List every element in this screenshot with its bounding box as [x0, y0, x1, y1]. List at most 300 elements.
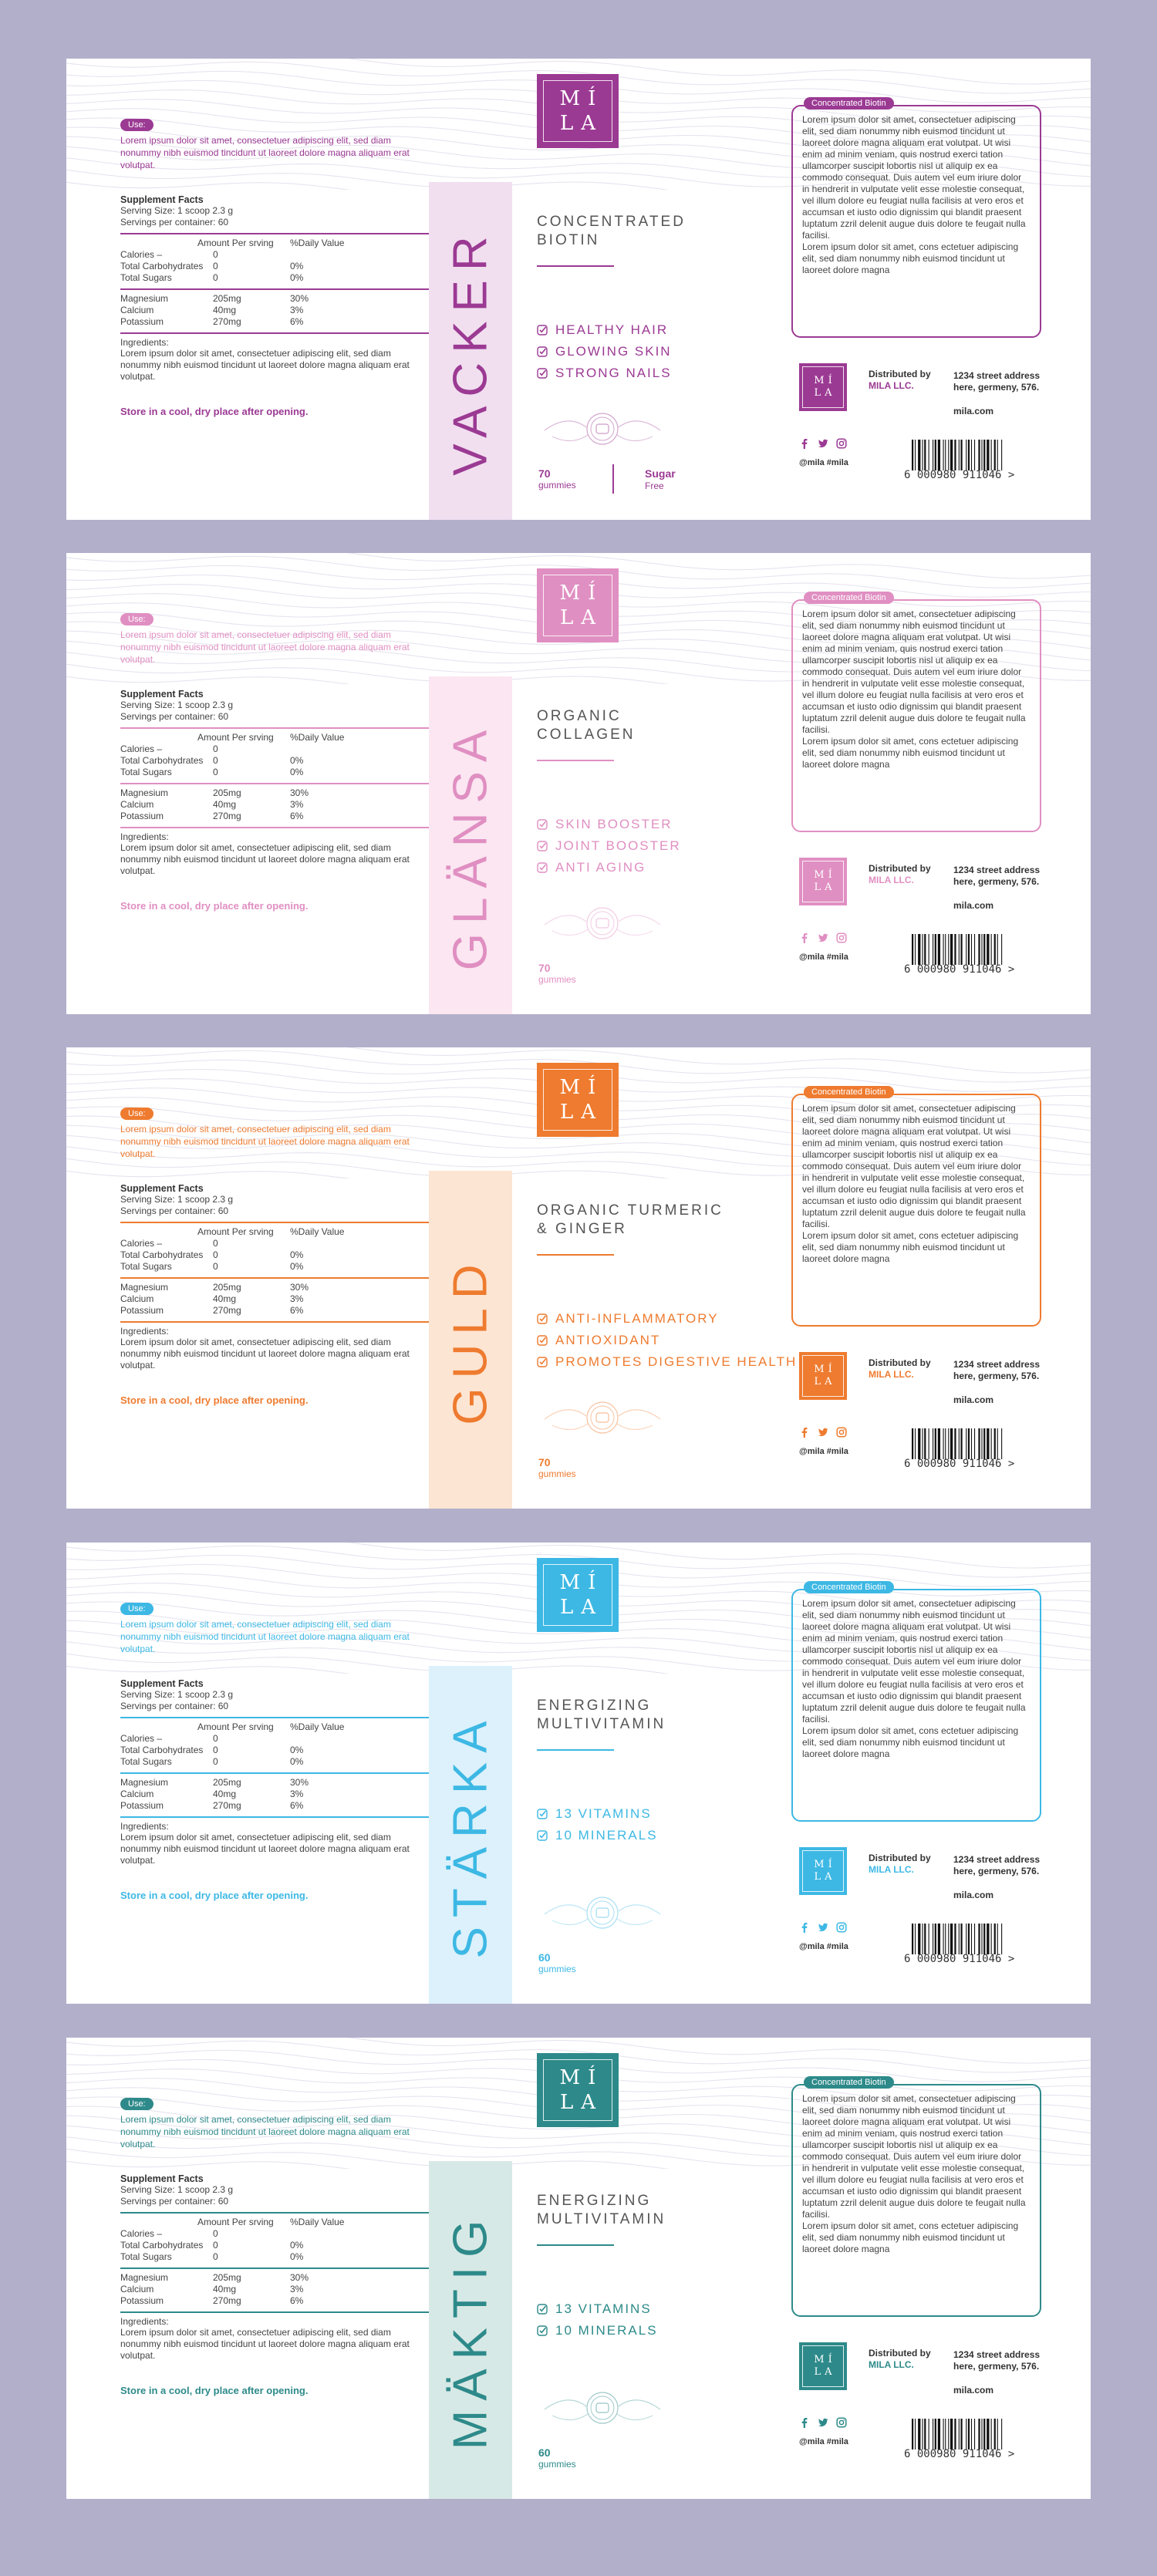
gummy-emblem-icon — [537, 900, 668, 946]
product-name — [429, 676, 512, 1014]
product-title — [537, 2192, 791, 2229]
nutrient-dv: 0% — [290, 272, 304, 283]
nutrient-dv: 0% — [290, 1745, 304, 1755]
use-tag: Use: — [120, 1603, 153, 1615]
benefit-item — [537, 341, 672, 362]
nutrient-amount: 40mg — [213, 1789, 237, 1799]
logo-line-1: MÍ — [814, 1364, 836, 1375]
nutrient-amount: 40mg — [213, 2284, 237, 2294]
use-tag: Use: — [120, 2098, 153, 2110]
daily-value-header: %Daily Value — [290, 1721, 345, 1732]
logo-text — [552, 2065, 604, 2115]
company-address: 1234 street address here, germeny, 576. — [953, 370, 1041, 393]
ingredients-label: Ingredients: — [120, 831, 169, 842]
facts-row — [120, 316, 429, 328]
facts-divider — [120, 2267, 429, 2269]
facts-header — [120, 1226, 429, 1238]
nutrient-name: Total Sugars — [120, 1261, 172, 1272]
brand-logo — [537, 568, 619, 642]
brand-logo — [537, 1558, 619, 1632]
benefit-text: GLOWING SKIN — [555, 344, 672, 359]
website: mila.com — [953, 406, 994, 416]
sugar-free-badge — [645, 467, 676, 492]
nutrient-amount: 40mg — [213, 799, 237, 810]
facebook-icon — [799, 2417, 810, 2428]
nutrient-dv — [290, 2228, 352, 2240]
description-tag: Concentrated Biotin — [804, 2076, 894, 2089]
check-icon — [537, 1335, 548, 1346]
product-title-line-2: BIOTIN — [537, 232, 600, 248]
facts-row — [120, 1261, 429, 1273]
benefit-text: ANTIOXIDANT — [555, 1333, 661, 1347]
description-box — [791, 1087, 1041, 1327]
company-name: MILA LLC. — [869, 2359, 914, 2370]
product-title-line-2: MULTIVITAMIN — [537, 2211, 666, 2227]
description-text: Lorem ipsum dolor sit amet, consectetuer adipiscing elit, sed diam nonummy nibh euismod tincidunt ut laoreet dolore magna aliquam erat volutpat. Ut wisi enim ad minim veniam, quis nostrud exerci tation ullamcorper suscipit lobortis nisl ut aliquip ex ea commodo consequat. Duis autem vel eum iriure dolor in hendrerit in vulputate velit esse molestie consequat, vel illum dolore eu feugiat nulla facilisis at vero eros et accumsan et iusto odio dignissim qui blandit praesent luptatum zzril delenit augue duis dolore te feugait nulla facilisi. — [802, 2093, 1026, 2220]
product-label — [66, 1543, 1091, 2004]
nutrient-amount: 270mg — [213, 1800, 241, 1811]
nutrient-dv — [290, 1238, 352, 1249]
social-icons — [799, 932, 847, 943]
benefit-text: STRONG NAILS — [555, 366, 672, 380]
company-name: MILA LLC. — [869, 380, 914, 391]
benefits-list — [537, 1803, 658, 1846]
description-text-2: Lorem ipsum dolor sit amet, cons ectetuer adipiscing elit, sed diam nonummy nibh euismod tincidunt ut laoreet dolore magna — [802, 736, 1019, 770]
name-band — [429, 182, 512, 520]
distributed-by-label: Distributed by — [869, 863, 931, 874]
nutrient-dv: 6% — [290, 811, 304, 821]
social-icons — [799, 2417, 847, 2428]
company-address: 1234 street address here, germeny, 576. — [953, 2349, 1041, 2372]
facts-row — [120, 1305, 429, 1317]
barcode-bars — [912, 440, 1035, 470]
daily-value-header: %Daily Value — [290, 2217, 345, 2227]
gummy-emblem-icon — [537, 1394, 668, 1441]
website: mila.com — [953, 1890, 994, 1900]
instagram-icon — [836, 1427, 847, 1438]
check-icon — [537, 862, 548, 873]
facts-row — [120, 767, 429, 778]
logo-text — [810, 869, 835, 894]
nutrient-amount: 0 — [213, 1733, 218, 1744]
daily-value-header: %Daily Value — [290, 238, 345, 248]
servings-per-container: Servings per container: 60 — [120, 2196, 229, 2207]
nutrient-name: Calcium — [120, 305, 154, 315]
facts-row — [120, 1800, 429, 1812]
company-address: 1234 street address here, germeny, 576. — [953, 865, 1041, 887]
mini-brand-logo — [799, 1352, 847, 1400]
nutrient-name: Calories – — [120, 2228, 163, 2239]
ingredients-label: Ingredients: — [120, 2316, 169, 2327]
nutrient-amount: 0 — [213, 2228, 218, 2239]
product-name-text: GLÄNSA — [444, 720, 498, 970]
ingredients-text: Lorem ipsum dolor sit amet, consectetuer adipiscing elit, sed diam nonummy nibh euismod tincidunt ut laoreet dolore magna aliquam erat volutpat. — [120, 842, 410, 876]
distributed-by-label: Distributed by — [869, 1357, 931, 1368]
description-text-2: Lorem ipsum dolor sit amet, cons ectetuer adipiscing elit, sed diam nonummy nibh euismod tincidunt ut laoreet dolore magna — [802, 1725, 1019, 1759]
facts-row — [120, 1282, 429, 1293]
nutrient-dv: 0% — [290, 767, 304, 777]
sugar-line-2: Free — [645, 480, 664, 491]
distributed-by-label: Distributed by — [869, 2348, 931, 2359]
count-divider — [612, 464, 614, 494]
product-title-line-1: CONCENTRATED — [537, 214, 686, 230]
facts-row — [120, 755, 429, 767]
distributed-by-label: Distributed by — [869, 369, 931, 379]
supplement-facts-title: Supplement Facts — [120, 1678, 204, 1689]
facts-divider — [120, 288, 429, 290]
nutrient-dv: 30% — [290, 2272, 309, 2283]
facts-header — [120, 732, 429, 743]
company-name: MILA LLC. — [869, 1369, 914, 1380]
benefit-text: PROMOTES DIGESTIVE HEALTH — [555, 1354, 798, 1369]
use-tag: Use: — [120, 613, 153, 625]
facts-row — [120, 1238, 429, 1249]
nutrient-name: Calories – — [120, 1733, 163, 1744]
nutrient-name: Total Carbohydrates — [120, 1745, 204, 1755]
check-icon — [537, 1830, 548, 1841]
count-unit: gummies — [538, 2459, 576, 2470]
facts-row — [120, 2272, 429, 2284]
facts-header — [120, 238, 429, 249]
logo-text — [810, 1364, 835, 1388]
logo-line-2: LA — [559, 1101, 604, 1124]
product-label — [66, 2038, 1091, 2499]
count-number: 70 — [538, 1456, 551, 1468]
use-text: Lorem ipsum dolor sit amet, consectetuer adipiscing elit, sed diam nonummy nibh euismod tincidunt ut laoreet dolore magna aliquam erat volutpat. — [120, 1619, 410, 1654]
facts-row — [120, 1756, 429, 1768]
name-band — [429, 1666, 512, 2004]
nutrient-name: Magnesium — [120, 293, 169, 304]
ingredients-text: Lorem ipsum dolor sit amet, consectetuer adipiscing elit, sed diam nonummy nibh euismod tincidunt ut laoreet dolore magna aliquam erat volutpat. — [120, 1832, 410, 1866]
facts-header-blank — [120, 1721, 197, 1733]
description-box — [791, 99, 1041, 338]
facts-row — [120, 743, 429, 755]
count-unit: gummies — [538, 1468, 576, 1479]
nutrient-name: Total Sugars — [120, 2251, 172, 2262]
nutrient-dv: 6% — [290, 1800, 304, 1811]
twitter-icon — [818, 2417, 828, 2428]
benefits-list — [537, 1308, 797, 1373]
product-title-line-1: ENERGIZING — [537, 2193, 652, 2209]
facts-divider — [120, 233, 429, 234]
nutrient-dv: 0% — [290, 1249, 304, 1260]
ingredients-text: Lorem ipsum dolor sit amet, consectetuer adipiscing elit, sed diam nonummy nibh euismod tincidunt ut laoreet dolore magna aliquam erat volutpat. — [120, 1337, 410, 1371]
check-icon — [537, 368, 548, 379]
product-name-text: GULD — [444, 1254, 498, 1425]
count-number: 70 — [538, 962, 551, 974]
nutrient-name: Magnesium — [120, 1777, 169, 1788]
logo-text — [552, 1075, 604, 1124]
logo-text — [810, 375, 835, 400]
twitter-icon — [818, 1427, 828, 1438]
company-address: 1234 street address here, germeny, 576. — [953, 1359, 1041, 1381]
description-text-2: Lorem ipsum dolor sit amet, cons ectetuer adipiscing elit, sed diam nonummy nibh euismod tincidunt ut laoreet dolore magna — [802, 241, 1019, 275]
facts-divider — [120, 1772, 429, 1774]
check-icon — [537, 1357, 548, 1367]
nutrient-name: Calories – — [120, 1238, 163, 1249]
supplement-facts-title: Supplement Facts — [120, 194, 204, 205]
social-handles: @mila #mila — [799, 1447, 848, 1456]
twitter-icon — [818, 438, 828, 449]
gummy-emblem-icon — [537, 2385, 668, 2431]
nutrient-amount: 270mg — [213, 811, 241, 821]
social-handles: @mila #mila — [799, 458, 848, 467]
nutrient-dv: 30% — [290, 1282, 309, 1293]
nutrient-dv: 0% — [290, 1756, 304, 1767]
nutrient-amount: 0 — [213, 2240, 218, 2251]
use-text: Lorem ipsum dolor sit amet, consectetuer adipiscing elit, sed diam nonummy nibh euismod tincidunt ut laoreet dolore magna aliquam erat volutpat. — [120, 1124, 410, 1159]
facts-divider — [120, 1222, 429, 1223]
logo-text — [552, 86, 604, 136]
barcode-bars — [912, 1428, 1035, 1459]
distributor — [869, 1853, 931, 1876]
product-title-rule — [537, 760, 614, 761]
company-address: 1234 street address here, germeny, 576. — [953, 1854, 1041, 1876]
product-title-line-1: ORGANIC TURMERIC — [537, 1202, 724, 1219]
facts-row — [120, 2284, 429, 2295]
social-handles: @mila #mila — [799, 2437, 848, 2446]
nutrient-name: Calcium — [120, 799, 154, 810]
benefit-text: ANTI AGING — [555, 860, 646, 875]
nutrient-amount: 0 — [213, 261, 218, 271]
gummy-count — [538, 467, 576, 491]
logo-line-2: LA — [814, 1871, 836, 1883]
logo-line-2: LA — [814, 882, 836, 893]
nutrient-dv: 6% — [290, 1305, 304, 1316]
product-title — [537, 707, 791, 744]
serving-size: Serving Size: 1 scoop 2.3 g — [120, 1689, 234, 1700]
name-band — [429, 2161, 512, 2499]
product-name-text: MÄKTIG — [444, 2210, 498, 2450]
ingredients-label: Ingredients: — [120, 1326, 169, 1337]
nutrient-dv — [290, 743, 352, 755]
benefit-item — [537, 362, 672, 384]
logo-line-1: MÍ — [814, 375, 836, 386]
description-text-2: Lorem ipsum dolor sit amet, cons ectetuer adipiscing elit, sed diam nonummy nibh euismod tincidunt ut laoreet dolore magna — [802, 1230, 1019, 1264]
facts-row — [120, 293, 429, 305]
storage-instruction: Store in a cool, dry place after opening. — [120, 1394, 309, 1406]
nutrient-amount: 0 — [213, 1756, 218, 1767]
facts-divider — [120, 1277, 429, 1279]
logo-line-1: MÍ — [559, 582, 604, 605]
facebook-icon — [799, 438, 810, 449]
nutrient-amount: 0 — [213, 249, 218, 260]
benefit-item — [537, 1308, 797, 1330]
use-text: Lorem ipsum dolor sit amet, consectetuer adipiscing elit, sed diam nonummy nibh euismod tincidunt ut laoreet dolore magna aliquam erat volutpat. — [120, 135, 410, 170]
ingredients-label: Ingredients: — [120, 1821, 169, 1832]
product-title-line-2: & GINGER — [537, 1221, 627, 1237]
nutrient-amount: 0 — [213, 743, 218, 754]
nutrient-dv: 6% — [290, 2295, 304, 2306]
barcode-number: 6 000980 911046 > — [904, 1953, 1015, 1965]
product-title-line-2: COLLAGEN — [537, 727, 636, 743]
product-title-line-1: ORGANIC — [537, 708, 622, 724]
benefit-item — [537, 1825, 658, 1846]
barcode — [904, 934, 1043, 977]
nutrient-name: Total Carbohydrates — [120, 1249, 204, 1260]
nutrient-dv: 30% — [290, 293, 309, 304]
count-unit: gummies — [538, 480, 576, 491]
product-name — [429, 1171, 512, 1509]
left-panel — [120, 1106, 429, 1406]
product-name-text: STÄRKA — [444, 1711, 498, 1959]
product-label — [66, 553, 1091, 1014]
twitter-icon — [818, 932, 828, 943]
use-tag: Use: — [120, 119, 153, 131]
facts-row — [120, 799, 429, 811]
website: mila.com — [953, 900, 994, 911]
check-icon — [537, 2304, 548, 2315]
product-title — [537, 1202, 791, 1239]
facts-row — [120, 1777, 429, 1789]
facts-header-blank — [120, 238, 197, 249]
nutrient-amount: 0 — [213, 767, 218, 777]
facts-row — [120, 2240, 429, 2251]
check-icon — [537, 2325, 548, 2336]
nutrient-amount: 0 — [213, 755, 218, 766]
amount-header: Amount Per srving — [197, 1226, 274, 1237]
description-text: Lorem ipsum dolor sit amet, consectetuer adipiscing elit, sed diam nonummy nibh euismod tincidunt ut laoreet dolore magna aliquam erat volutpat. Ut wisi enim ad minim veniam, quis nostrud exerci tation ullamcorper suscipit lobortis nisl ut aliquip ex ea commodo consequat. Duis autem vel eum iriure dolor in hendrerit in vulputate velit esse molestie consequat, vel illum dolore eu feugiat nulla facilisis at vero eros et accumsan et iusto odio dignissim qui blandit praesent luptatum zzril delenit augue duis dolore te feugait nulla facilisi. — [802, 1103, 1026, 1229]
supplement-facts-title: Supplement Facts — [120, 1183, 204, 1194]
mini-brand-logo — [799, 2342, 847, 2390]
logo-line-2: LA — [559, 2091, 604, 2114]
facts-header-blank — [120, 732, 197, 743]
storage-instruction: Store in a cool, dry place after opening. — [120, 1890, 309, 1901]
amount-header: Amount Per srving — [197, 732, 274, 743]
facts-row — [120, 261, 429, 272]
nutrient-dv: 0% — [290, 755, 304, 766]
social-handles: @mila #mila — [799, 1942, 848, 1951]
check-icon — [537, 346, 548, 357]
nutrient-dv: 3% — [290, 305, 304, 315]
benefit-item — [537, 1351, 797, 1373]
nutrient-amount: 205mg — [213, 1282, 241, 1293]
product-title — [537, 213, 791, 250]
nutrient-amount: 205mg — [213, 787, 241, 798]
count-unit: gummies — [538, 974, 576, 985]
benefit-item — [537, 857, 681, 878]
amount-header: Amount Per srving — [197, 238, 274, 248]
description-tag: Concentrated Biotin — [804, 592, 894, 604]
nutrient-name: Potassium — [120, 316, 164, 327]
facts-row — [120, 1745, 429, 1756]
logo-text — [552, 581, 604, 630]
nutrient-name: Total Carbohydrates — [120, 261, 204, 271]
ingredients-text: Lorem ipsum dolor sit amet, consectetuer adipiscing elit, sed diam nonummy nibh euismod tincidunt ut laoreet dolore magna aliquam erat volutpat. — [120, 2327, 410, 2361]
left-panel — [120, 612, 429, 912]
brand-logo — [537, 74, 619, 148]
gummy-count — [538, 1456, 576, 1479]
nutrient-dv — [290, 249, 352, 261]
nutrient-amount: 40mg — [213, 305, 237, 315]
facts-divider — [120, 827, 429, 828]
product-name — [429, 182, 512, 520]
distributor — [869, 1357, 931, 1381]
facts-header — [120, 2217, 429, 2228]
nutrient-amount: 205mg — [213, 1777, 241, 1788]
nutrient-name: Total Sugars — [120, 272, 172, 283]
description-text: Lorem ipsum dolor sit amet, consectetuer adipiscing elit, sed diam nonummy nibh euismod tincidunt ut laoreet dolore magna aliquam erat volutpat. Ut wisi enim ad minim veniam, quis nostrud exerci tation ullamcorper suscipit lobortis nisl ut aliquip ex ea commodo consequat. Duis autem vel eum iriure dolor in hendrerit in vulputate velit esse molestie consequat, vel illum dolore eu feugiat nulla facilisis at vero eros et accumsan et iusto odio dignissim qui blandit praesent luptatum zzril delenit augue duis dolore te feugait nulla facilisi. — [802, 1598, 1026, 1725]
social-handles: @mila #mila — [799, 953, 848, 962]
logo-text — [810, 2354, 835, 2379]
nutrient-name: Magnesium — [120, 2272, 169, 2283]
benefits-list — [537, 814, 681, 878]
logo-line-1: MÍ — [559, 1076, 604, 1099]
benefit-item — [537, 2320, 658, 2342]
use-tag: Use: — [120, 1108, 153, 1120]
brand-logo — [537, 1063, 619, 1137]
facts-row — [120, 1249, 429, 1261]
count-unit: gummies — [538, 1964, 576, 1974]
facts-row — [120, 1733, 429, 1745]
nutrient-name: Calcium — [120, 2284, 154, 2294]
nutrient-dv: 3% — [290, 2284, 304, 2294]
nutrient-amount: 270mg — [213, 316, 241, 327]
product-title-rule — [537, 1749, 614, 1751]
facts-divider — [120, 2212, 429, 2214]
product-title-rule — [537, 265, 614, 267]
facebook-icon — [799, 932, 810, 943]
product-name — [429, 1666, 512, 2004]
gummy-count — [538, 962, 576, 985]
nutrient-amount: 0 — [213, 1249, 218, 1260]
facts-row — [120, 272, 429, 284]
description-text: Lorem ipsum dolor sit amet, consectetuer adipiscing elit, sed diam nonummy nibh euismod tincidunt ut laoreet dolore magna aliquam erat volutpat. Ut wisi enim ad minim veniam, quis nostrud exerci tation ullamcorper suscipit lobortis nisl ut aliquip ex ea commodo consequat. Duis autem vel eum iriure dolor in hendrerit in vulputate velit esse molestie consequat, vel illum dolore eu feugiat nulla facilisis at vero eros et accumsan et iusto odio dignissim qui blandit praesent luptatum zzril delenit augue duis dolore te feugait nulla facilisi. — [802, 114, 1026, 241]
website: mila.com — [953, 1394, 994, 1405]
storage-instruction: Store in a cool, dry place after opening. — [120, 406, 309, 417]
serving-size: Serving Size: 1 scoop 2.3 g — [120, 1194, 234, 1205]
amount-header: Amount Per srving — [197, 1721, 274, 1732]
nutrient-amount: 270mg — [213, 1305, 241, 1316]
servings-per-container: Servings per container: 60 — [120, 217, 229, 228]
barcode — [904, 440, 1043, 483]
nutrient-name: Total Carbohydrates — [120, 755, 204, 766]
logo-line-2: LA — [559, 606, 604, 629]
serving-size: Serving Size: 1 scoop 2.3 g — [120, 205, 234, 216]
logo-line-2: LA — [559, 1596, 604, 1619]
benefit-text: JOINT BOOSTER — [555, 838, 681, 853]
barcode — [904, 1428, 1043, 1472]
check-icon — [537, 1313, 548, 1324]
logo-line-2: LA — [814, 2366, 836, 2378]
logo-line-1: MÍ — [559, 1571, 604, 1594]
barcode-bars — [912, 1924, 1035, 1954]
logo-line-1: MÍ — [814, 1859, 836, 1870]
facts-row — [120, 1293, 429, 1305]
facebook-icon — [799, 1427, 810, 1438]
facts-row — [120, 1789, 429, 1800]
nutrient-dv: 0% — [290, 2251, 304, 2262]
count-number: 60 — [538, 2446, 551, 2459]
facts-header-blank — [120, 2217, 197, 2228]
servings-per-container: Servings per container: 60 — [120, 711, 229, 722]
description-tag: Concentrated Biotin — [804, 1086, 894, 1098]
nutrient-amount: 40mg — [213, 1293, 237, 1304]
gummy-count — [538, 2446, 576, 2470]
count-number: 70 — [538, 467, 551, 480]
nutrient-dv — [290, 1733, 352, 1745]
benefit-item — [537, 1330, 797, 1351]
logo-line-1: MÍ — [559, 87, 604, 110]
barcode-bars — [912, 2419, 1035, 2450]
logo-line-2: LA — [814, 1376, 836, 1387]
nutrient-amount: 205mg — [213, 293, 241, 304]
benefit-item — [537, 814, 681, 835]
nutrient-amount: 0 — [213, 1238, 218, 1249]
facts-row — [120, 811, 429, 822]
twitter-icon — [818, 1922, 828, 1933]
logo-line-2: LA — [559, 112, 604, 135]
